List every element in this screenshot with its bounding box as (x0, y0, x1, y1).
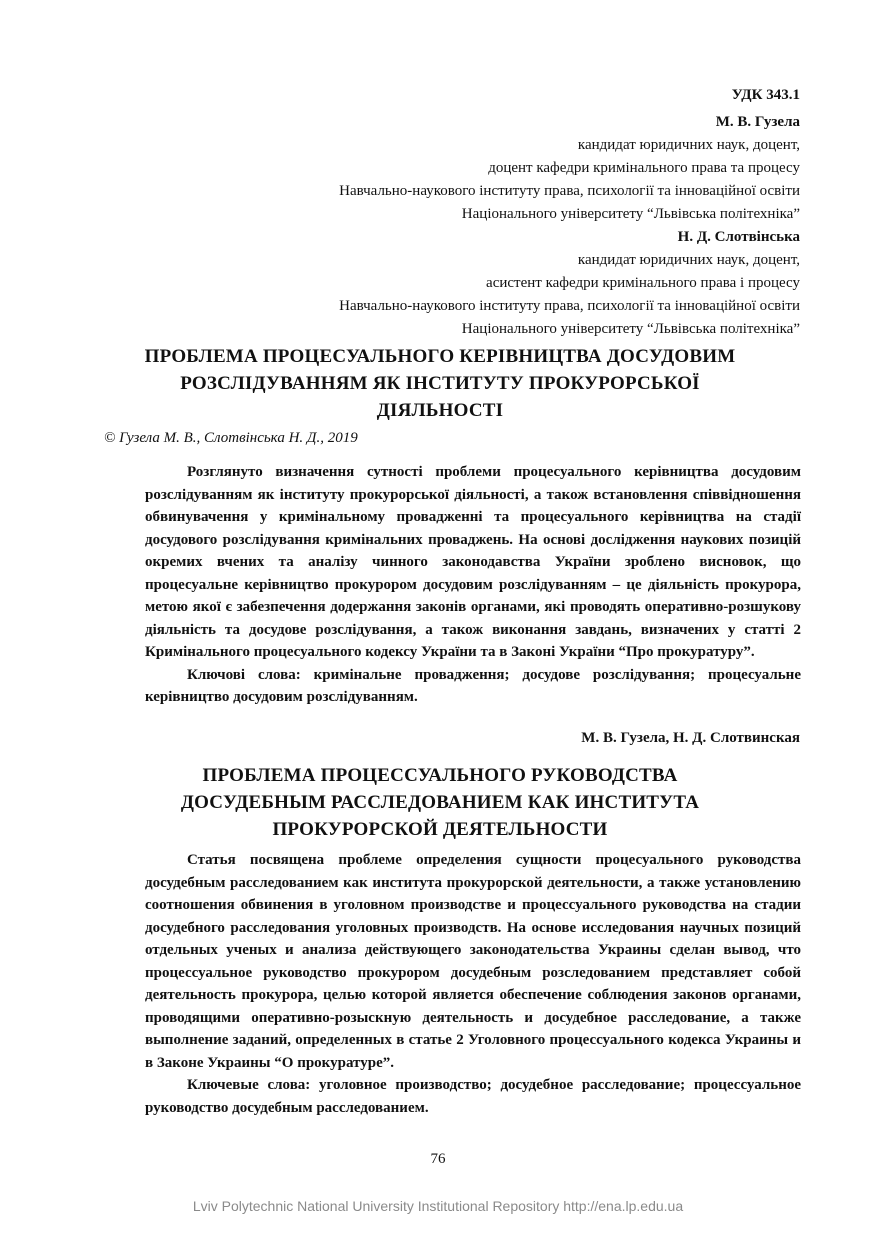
author-affiliation-line: Навчально-наукового інституту права, психології та інноваційної освіти (339, 298, 800, 314)
keywords: Ключевые слова: уголовное производство; досудебное расследование; процессуальное руководство досудебным расследованием. (145, 1077, 801, 1116)
authors-ru: М. В. Гузела, Н. Д. Слотвинская (581, 730, 800, 746)
author-affiliation-line: кандидат юридичних наук, доцент, (577, 137, 800, 153)
author-affiliation-line: Національного університету “Львівська політехніка” (461, 321, 800, 337)
abstract-text: Розглянуто визначення сутності проблеми процесуального керівництва досудовим розслідуванням як інституту прокурорської діяльності, а також встановлення співвідношення обвинувачення у кримінальному провадженні та процесуального керівництва на стадії досудового розслідування кримінальних проваджень. На основі дослідження наукових позицій окремих вчених та аналізу чинного законодавства України зроблено висновок, що процесуальне керівництво прокурором досудовим розслідуванням – це діяльність прокурора, метою якої є забезпечення додержання законів органами, які проводять оперативно-розшукову діяльність та досудове розслідування, а також виконання завдань, визначених у статті 2 Кримінального процесуального кодексу України та в Законі України “Про прокуратуру”. (145, 464, 801, 660)
udk-code: УДК 343.1 (731, 87, 800, 103)
author-affiliation-line: доцент кафедри кримінального права та процесу (488, 160, 800, 176)
author-name: Н. Д. Слотвінська (677, 229, 800, 245)
page-number: 76 (430, 1151, 446, 1167)
title-line: ПРОБЛЕМА ПРОЦЕССУАЛЬНОГО РУКОВОДСТВА (202, 765, 678, 786)
abstract-text: Статья посвящена проблеме определения сущности процесуального руководства досудебным расследованием как института прокурорской деятельности, а также установлению соотношения обвинения в уголовном производстве и процессуального руководства на стадии досудебного расследования уголовных производств. На основе исследования научных позиций отдельных ученых и анализа действующего законодательства Украины сделан вывод, что процессуальное руководство прокурором досудебным розследованием представляет собой деятельность прокурора, целью которой является обеспечение соблюдения законов органами, проводящими оперативно-розыскную деятельность и досудебное расследование, а также выполнение заданий, определенных в статье 2 Уголовного процессуального кодекса Украины и в Законе Украины “О прокуратуре”. (145, 852, 801, 1071)
repository-footer: Lviv Polytechnic National University Institutional Repository http://ena.lp.edu.ua (192, 1198, 684, 1214)
abstract-uk (145, 461, 801, 709)
author-affiliation-line: асистент кафедри кримінального права і процесу (486, 275, 800, 291)
title-line: ДІЯЛЬНОСТІ (376, 400, 504, 421)
title-line: ДОСУДЕБНЫМ РАССЛЕДОВАНИЕМ КАК ИНСТИТУТА (180, 792, 700, 813)
abstract-ru (145, 849, 801, 1119)
keywords: Ключові слова: кримінальне провадження; досудове розслідування; процесуальне керівництво досудовим розслідуванням. (145, 666, 801, 705)
author-affiliation-line: кандидат юридичних наук, доцент, (577, 252, 800, 268)
author-block-2 (339, 226, 800, 341)
author-affiliation-line: Національного університету “Львівська політехніка” (461, 206, 800, 222)
paper-title-ru (80, 762, 800, 843)
title-line: ПРОБЛЕМА ПРОЦЕСУАЛЬНОГО КЕРІВНИЦТВА ДОСУДОВИМ (144, 346, 736, 367)
author-name: М. В. Гузела (715, 114, 800, 130)
title-line: ПРОКУРОРСКОЙ ДЕЯТЕЛЬНОСТИ (272, 819, 608, 840)
paper-title-uk (80, 343, 800, 424)
copyright-line: © Гузела М. В., Слотвінська Н. Д., 2019 (104, 430, 358, 446)
title-line: РОЗСЛІДУВАННЯМ ЯК ІНСТИТУТУ ПРОКУРОРСЬКОЇ (180, 373, 700, 394)
author-block-1 (339, 111, 800, 226)
author-affiliation-line: Навчально-наукового інституту права, психології та інноваційної освіти (339, 183, 800, 199)
